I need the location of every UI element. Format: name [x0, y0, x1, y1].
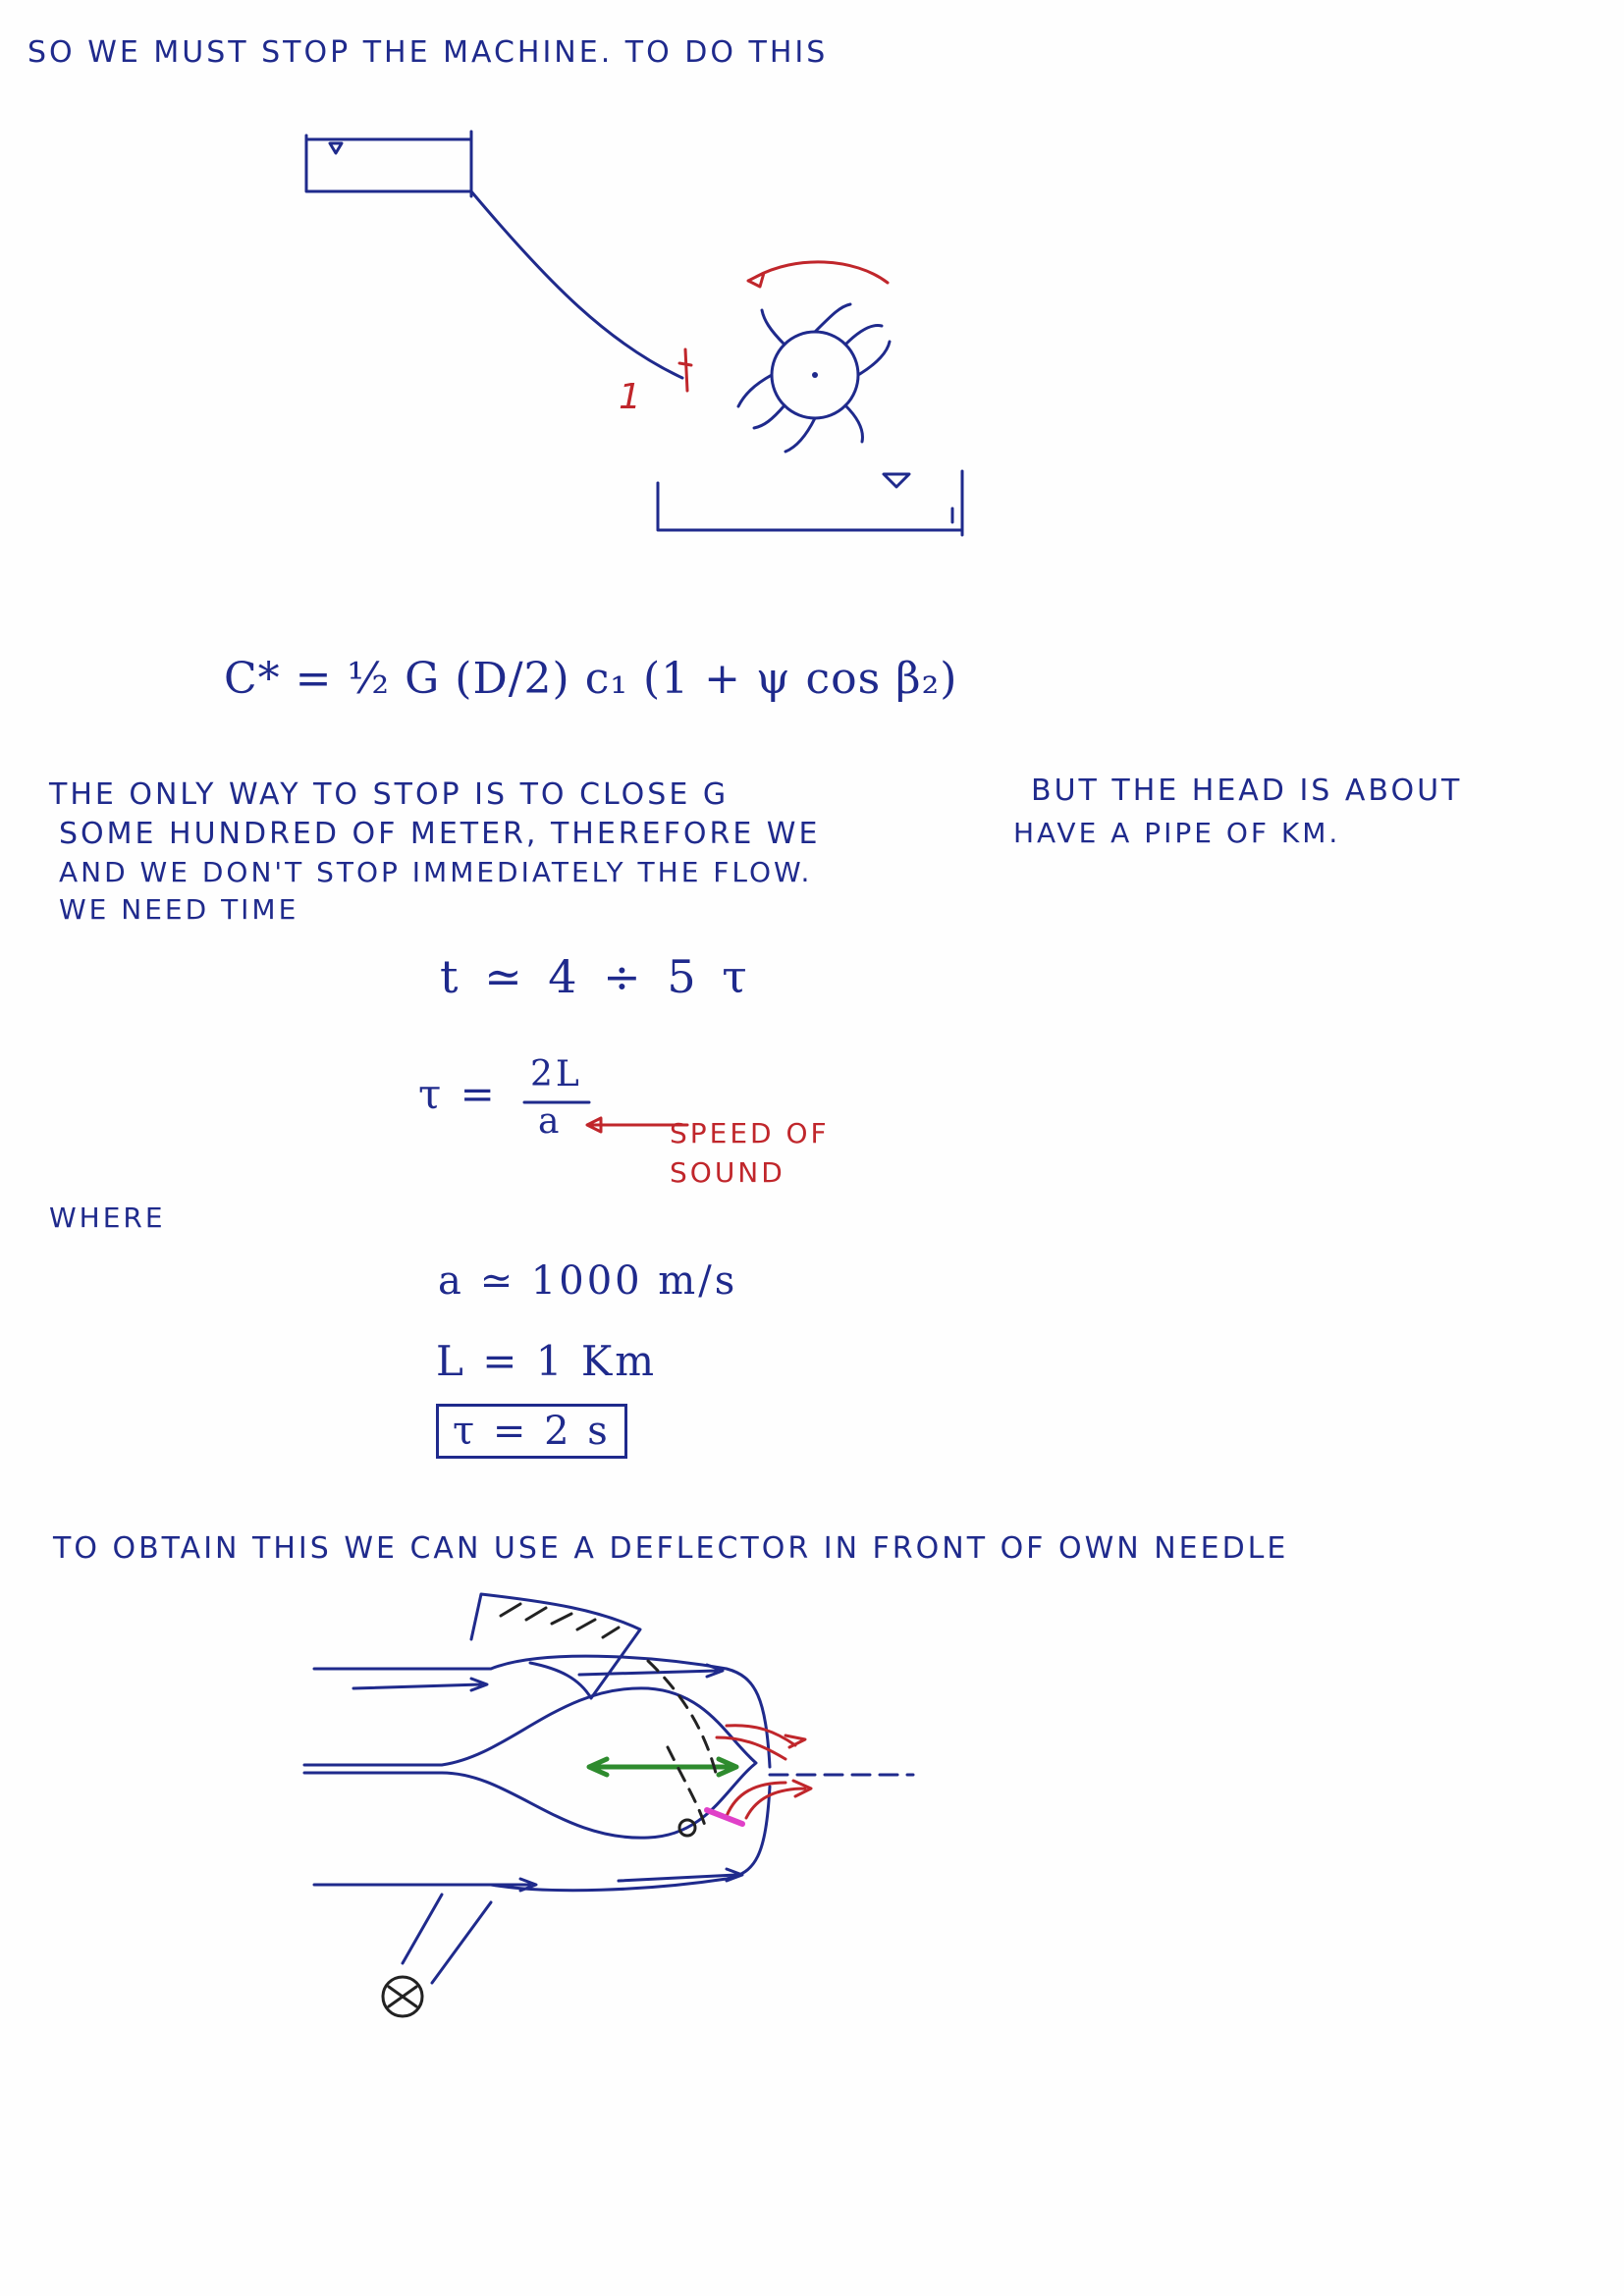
- penstock-turbine-diagram: [295, 118, 1001, 550]
- a-equation: a ≃ 1000 m/s: [438, 1258, 738, 1304]
- deflector-edge: [707, 1810, 742, 1824]
- needle: [304, 1688, 756, 1838]
- flow-arrow-bottom: [412, 1869, 742, 1891]
- nozzle-upper-wall: [314, 1656, 770, 1767]
- paragraph-line1a: THE ONLY WAY TO STOP IS TO CLOSE G: [49, 777, 730, 812]
- tau-result: τ = 2 s: [436, 1404, 627, 1459]
- free-surface-triangle-icon: [884, 474, 909, 487]
- L-equation: L = 1 Km: [436, 1337, 658, 1385]
- where-label: WHERE: [49, 1201, 166, 1234]
- torque-equation: C* = ½ G (D/2) c₁ (1 + ψ cos β₂): [224, 654, 958, 704]
- speed-of-sound-line2: SOUND: [670, 1156, 785, 1189]
- tau-denominator: a: [538, 1101, 563, 1142]
- lower-reservoir-icon: [658, 471, 962, 535]
- rotation-arrow: [748, 262, 888, 287]
- tau-numerator: 2L: [530, 1054, 582, 1095]
- deflected-jet-upper: [717, 1726, 805, 1759]
- paragraph-line2b: HAVE A PIPE OF KM.: [1013, 817, 1341, 849]
- inlet-marker: [679, 349, 691, 391]
- nozzle-lower-wall: [314, 1787, 770, 1891]
- heading-text: SO WE MUST STOP THE MACHINE. TO DO THIS: [27, 35, 829, 70]
- paragraph-line2a: SOME HUNDRED OF METER, THEREFORE WE: [59, 817, 821, 851]
- deflector: [471, 1594, 717, 1836]
- actuator: [383, 1895, 491, 2016]
- upper-reservoir-icon: [306, 132, 471, 196]
- paragraph-line3: AND WE DON'T STOP IMMEDIATELY THE FLOW.: [59, 856, 813, 888]
- time-equation: t ≃ 4 ÷ 5 τ: [440, 950, 753, 1003]
- speed-of-sound-line1: SPEED OF: [670, 1117, 830, 1149]
- paragraph-line4: WE NEED TIME: [59, 893, 299, 926]
- tau-lhs: τ =: [418, 1070, 498, 1118]
- turbine-wheel-icon: [738, 304, 890, 452]
- point-label: 1: [619, 377, 644, 417]
- deflector-text: TO OBTAIN THIS WE CAN USE A DEFLECTOR IN FRONT OF OWN NEEDLE: [53, 1531, 1289, 1566]
- nozzle-deflector-diagram: [295, 1590, 1041, 2061]
- penstock-pipe: [471, 191, 682, 378]
- paragraph-line1b: BUT THE HEAD IS ABOUT: [1031, 774, 1463, 808]
